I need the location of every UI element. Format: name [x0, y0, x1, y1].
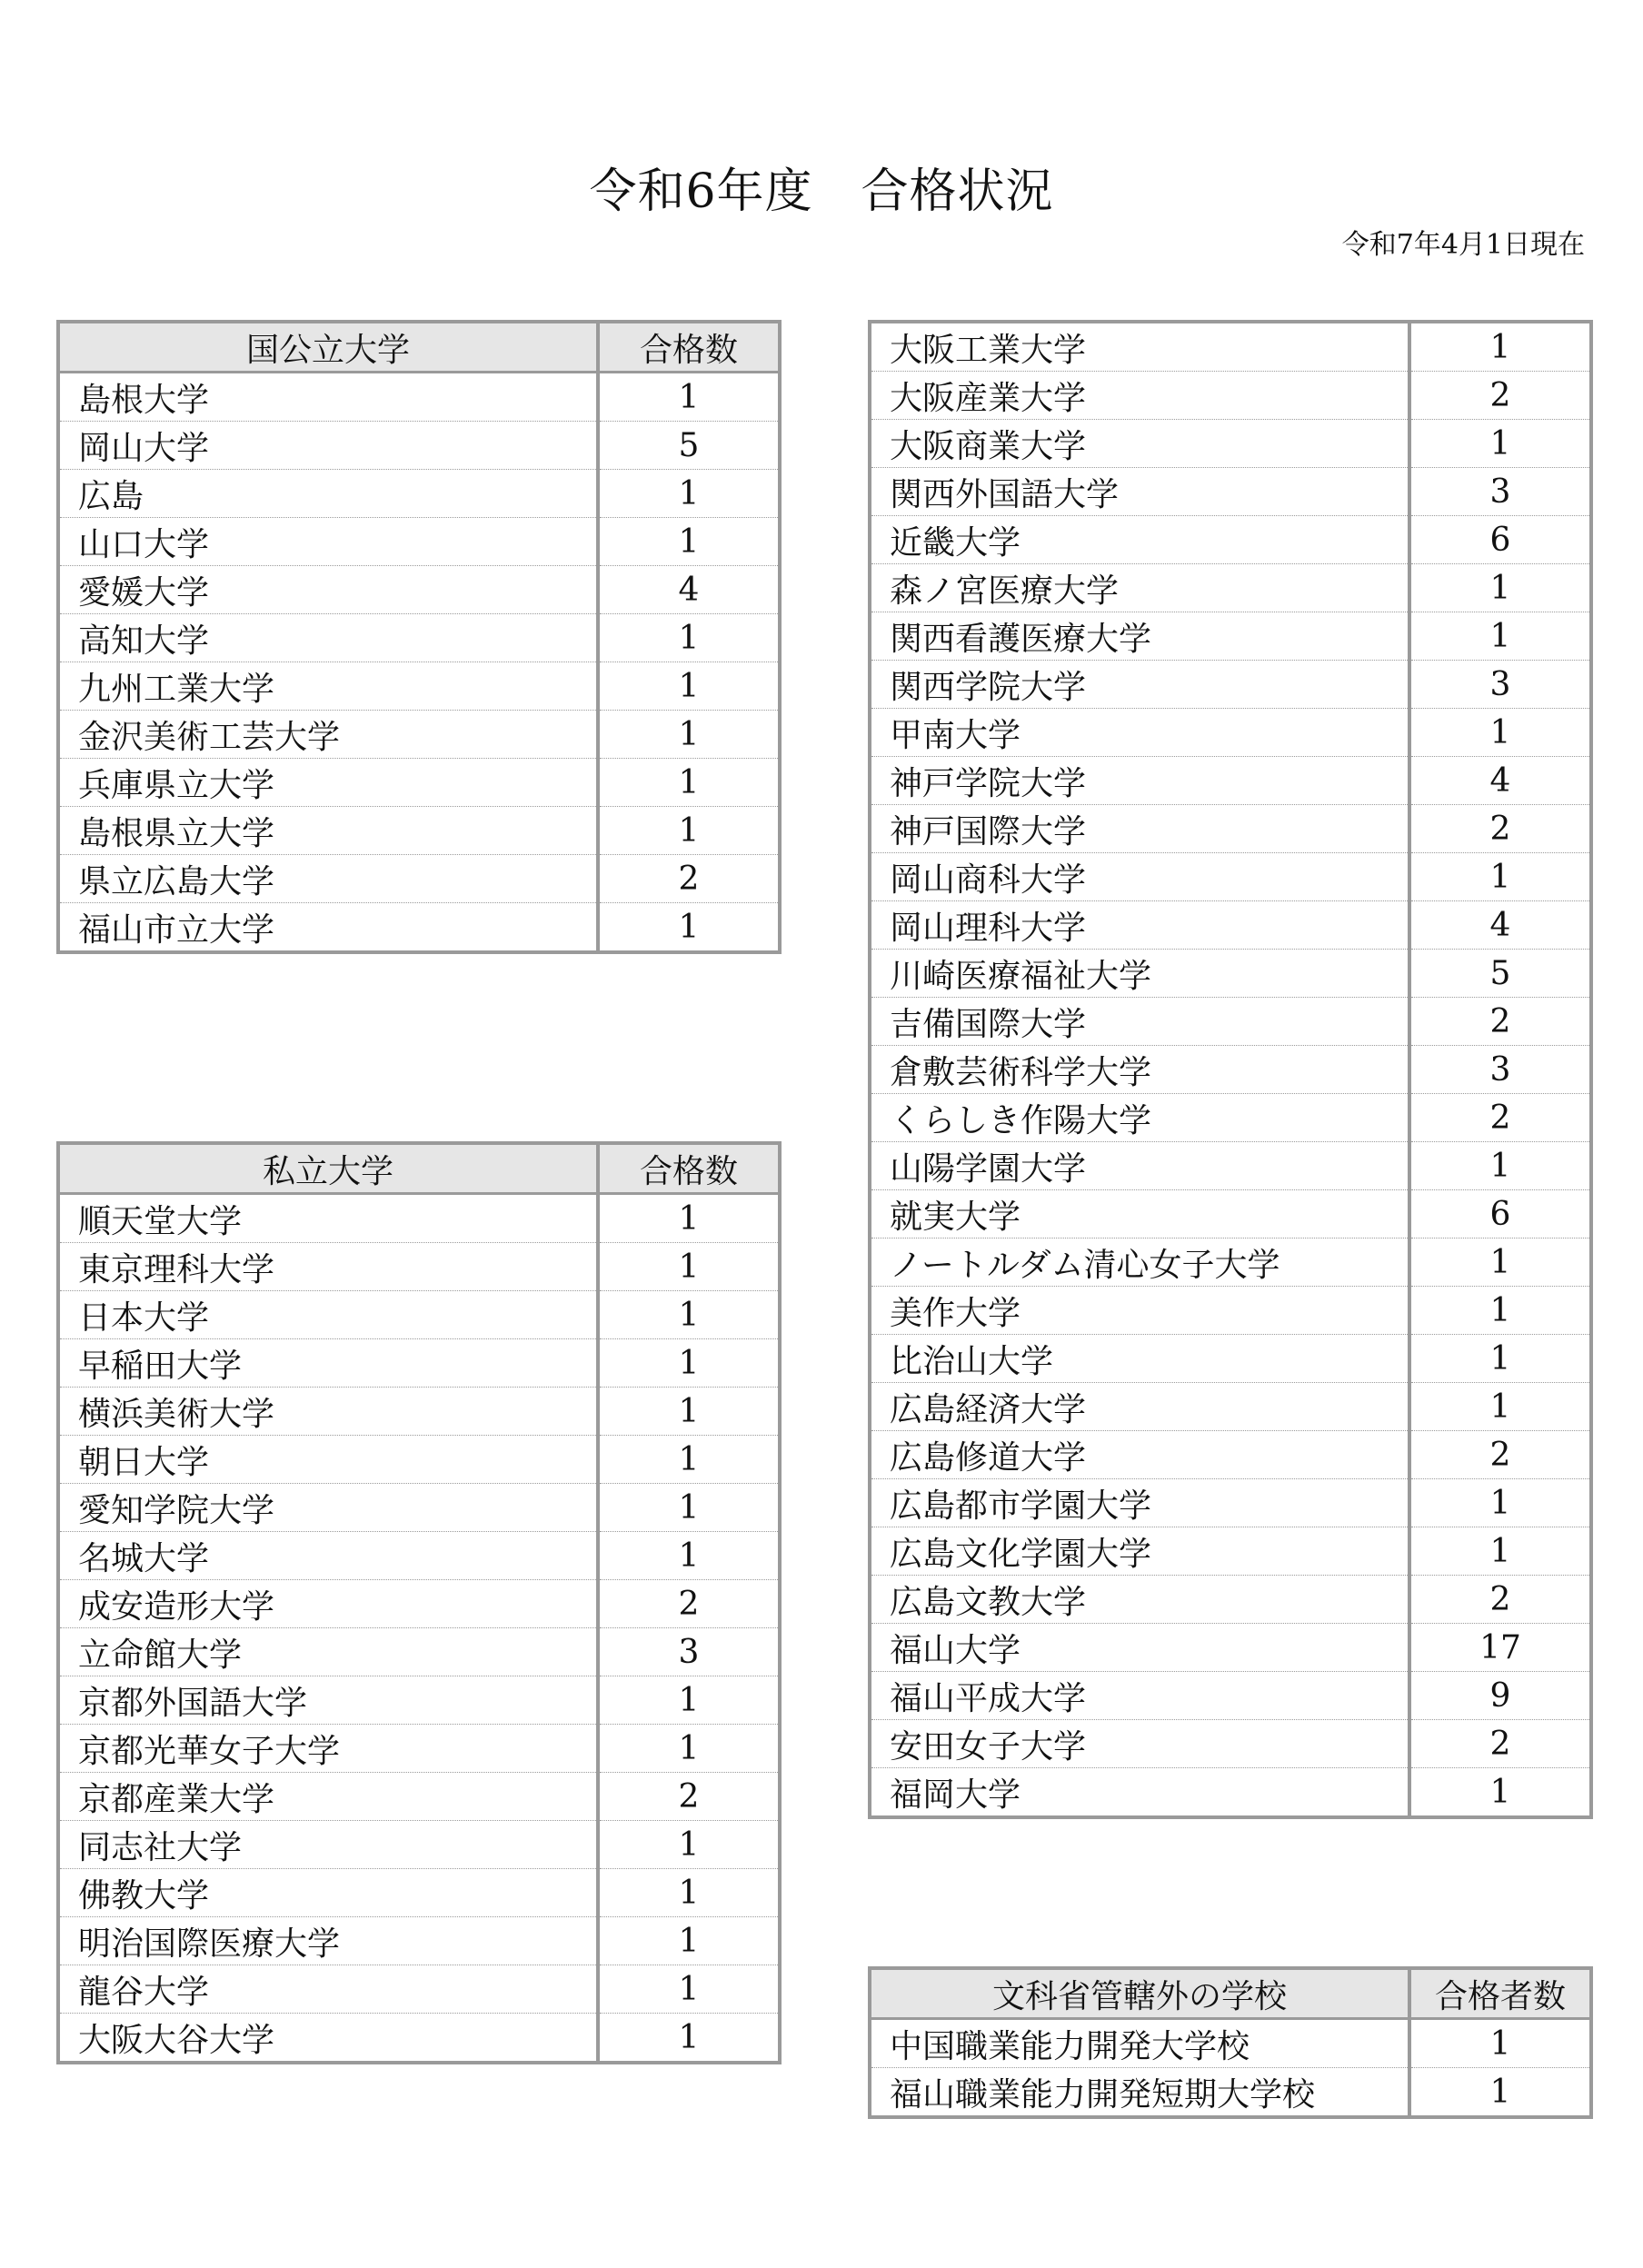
- table-row: [58, 1532, 780, 1580]
- table-row: [870, 1624, 1591, 1672]
- table-row: [870, 2019, 1591, 2068]
- table-row: [870, 1383, 1591, 1431]
- table-row: [870, 1479, 1591, 1527]
- university-name: 九州工業大学: [58, 662, 598, 711]
- university-name: 関西外国語大学: [870, 468, 1409, 516]
- pass-count: 1: [598, 1243, 780, 1291]
- column-header-university: 私立大学: [58, 1143, 598, 1194]
- pass-count: 1: [598, 662, 780, 711]
- table-row: [870, 420, 1591, 468]
- university-name: 大阪商業大学: [870, 420, 1409, 468]
- university-name: 山陽学園大学: [870, 1142, 1409, 1190]
- pass-count: 5: [1409, 950, 1591, 998]
- table-row: [58, 1339, 780, 1388]
- table-row: [870, 1238, 1591, 1287]
- table-row: [58, 470, 780, 518]
- table-row: [58, 903, 780, 953]
- table-row: [870, 2068, 1591, 2118]
- pass-count: 1: [1409, 1479, 1591, 1527]
- table-row: [870, 805, 1591, 853]
- university-name: 県立広島大学: [58, 855, 598, 903]
- university-name: 東京理科大学: [58, 1243, 598, 1291]
- table-row: [870, 661, 1591, 709]
- university-name: 明治国際医療大学: [58, 1917, 598, 1965]
- pass-count: 1: [598, 1917, 780, 1965]
- table-row: [58, 711, 780, 759]
- university-name: 兵庫県立大学: [58, 759, 598, 807]
- university-name: 同志社大学: [58, 1821, 598, 1869]
- university-name: 比治山大学: [870, 1335, 1409, 1383]
- university-name: 就実大学: [870, 1190, 1409, 1238]
- pass-count: 6: [1409, 1190, 1591, 1238]
- pass-count: 1: [1409, 420, 1591, 468]
- university-name: 広島文教大学: [870, 1576, 1409, 1624]
- university-name: 岡山大学: [58, 422, 598, 470]
- pass-count: 1: [598, 1676, 780, 1725]
- pass-count: 1: [1409, 2068, 1591, 2118]
- pass-count: 5: [598, 422, 780, 470]
- table-row: [58, 1917, 780, 1965]
- pass-count: 2: [1409, 1094, 1591, 1142]
- table-row: [58, 1628, 780, 1676]
- pass-count: 1: [598, 1725, 780, 1773]
- university-name: 佛教大学: [58, 1869, 598, 1917]
- table-row: [58, 1291, 780, 1339]
- table-header-row: [58, 322, 780, 373]
- table-row: [58, 1436, 780, 1484]
- university-name: 岡山商科大学: [870, 853, 1409, 901]
- pass-count: 3: [1409, 661, 1591, 709]
- pass-count: 1: [598, 1965, 780, 2014]
- university-name: 大阪大谷大学: [58, 2014, 598, 2064]
- table-row: [870, 468, 1591, 516]
- pass-count: 4: [598, 566, 780, 614]
- pass-count: 2: [1409, 372, 1591, 420]
- pass-count: 2: [1409, 1576, 1591, 1624]
- university-name: 岡山理科大学: [870, 901, 1409, 950]
- pass-count: 1: [598, 711, 780, 759]
- university-name: 朝日大学: [58, 1436, 598, 1484]
- university-name: 広島都市学園大学: [870, 1479, 1409, 1527]
- university-name: 京都外国語大学: [58, 1676, 598, 1725]
- pass-count: 1: [598, 1869, 780, 1917]
- pass-count: 1: [1409, 1768, 1591, 1818]
- pass-count: 3: [1409, 1046, 1591, 1094]
- table-row: [870, 1527, 1591, 1576]
- pass-count: 2: [598, 1773, 780, 1821]
- pass-count: 2: [1409, 998, 1591, 1046]
- university-name: 広島修道大学: [870, 1431, 1409, 1479]
- pass-count: 1: [1409, 1527, 1591, 1576]
- pass-count: 1: [598, 2014, 780, 2064]
- pass-count: 1: [598, 1339, 780, 1388]
- pass-count: 3: [1409, 468, 1591, 516]
- pass-count: 1: [1409, 853, 1591, 901]
- university-name: 福山市立大学: [58, 903, 598, 953]
- table-row: [58, 1821, 780, 1869]
- university-name: 広島経済大学: [870, 1383, 1409, 1431]
- university-name: 中国職業能力開発大学校: [870, 2019, 1409, 2068]
- pass-count: 1: [1409, 322, 1591, 372]
- table-row: [870, 1576, 1591, 1624]
- table-row: [870, 950, 1591, 998]
- table-header-row: [58, 1143, 780, 1194]
- non-mext-schools-table: [868, 1966, 1593, 2119]
- university-name: 関西看護医療大学: [870, 612, 1409, 661]
- pass-count: 4: [1409, 757, 1591, 805]
- table-row: [58, 1388, 780, 1436]
- university-name: 吉備国際大学: [870, 998, 1409, 1046]
- pass-count: 1: [1409, 709, 1591, 757]
- university-name: 横浜美術大学: [58, 1388, 598, 1436]
- private-universities-table: [56, 1141, 782, 2064]
- table-row: [58, 662, 780, 711]
- pass-count: 1: [598, 1291, 780, 1339]
- university-name: 福岡大学: [870, 1768, 1409, 1818]
- private-universities-continued-table: [868, 320, 1593, 1819]
- table-row: [870, 998, 1591, 1046]
- university-name: 日本大学: [58, 1291, 598, 1339]
- university-name: 森ノ宮医療大学: [870, 564, 1409, 612]
- university-name: 近畿大学: [870, 516, 1409, 564]
- table-row: [58, 855, 780, 903]
- university-name: 神戸国際大学: [870, 805, 1409, 853]
- table-row: [58, 373, 780, 422]
- table-row: [58, 1773, 780, 1821]
- pass-count: 1: [598, 1821, 780, 1869]
- table-row: [58, 1725, 780, 1773]
- pass-count: 1: [1409, 1335, 1591, 1383]
- pass-count: 6: [1409, 516, 1591, 564]
- pass-count: 9: [1409, 1672, 1591, 1720]
- university-name: 福山大学: [870, 1624, 1409, 1672]
- table-row: [870, 1335, 1591, 1383]
- pass-count: 2: [598, 1580, 780, 1628]
- pass-count: 1: [598, 1194, 780, 1243]
- pass-count: 1: [1409, 1287, 1591, 1335]
- table-row: [58, 566, 780, 614]
- pass-count: 3: [598, 1628, 780, 1676]
- university-name: 愛知学院大学: [58, 1484, 598, 1532]
- table-row: [870, 516, 1591, 564]
- university-name: 広島文化学園大学: [870, 1527, 1409, 1576]
- university-name: 美作大学: [870, 1287, 1409, 1335]
- university-name: 龍谷大学: [58, 1965, 598, 2014]
- pass-count: 1: [598, 1436, 780, 1484]
- university-name: 島根県立大学: [58, 807, 598, 855]
- table-row: [870, 322, 1591, 372]
- university-name: 名城大学: [58, 1532, 598, 1580]
- table-row: [58, 1676, 780, 1725]
- university-name: 島根大学: [58, 373, 598, 422]
- page-title: 令和6年度 合格状況: [589, 164, 1054, 219]
- pass-count: 1: [1409, 564, 1591, 612]
- university-name: 成安造形大学: [58, 1580, 598, 1628]
- university-name: 立命館大学: [58, 1628, 598, 1676]
- pass-count: 1: [1409, 1383, 1591, 1431]
- pass-count: 1: [598, 470, 780, 518]
- pass-count: 1: [1409, 2019, 1591, 2068]
- column-header-university: 国公立大学: [58, 322, 598, 373]
- pass-count: 1: [598, 518, 780, 566]
- pass-count: 2: [1409, 1720, 1591, 1768]
- table-row: [58, 759, 780, 807]
- university-name: くらしき作陽大学: [870, 1094, 1409, 1142]
- pass-count: 1: [598, 1532, 780, 1580]
- table-row: [58, 807, 780, 855]
- university-name: 福山平成大学: [870, 1672, 1409, 1720]
- table-row: [870, 372, 1591, 420]
- pass-count: 2: [1409, 1431, 1591, 1479]
- university-name: 神戸学院大学: [870, 757, 1409, 805]
- pass-count: 1: [598, 903, 780, 953]
- table-row: [870, 1046, 1591, 1094]
- table-row: [870, 901, 1591, 950]
- pass-count: 2: [598, 855, 780, 903]
- table-row: [870, 1672, 1591, 1720]
- university-name: 山口大学: [58, 518, 598, 566]
- university-name: 大阪工業大学: [870, 322, 1409, 372]
- table-row: [58, 1580, 780, 1628]
- table-row: [870, 1142, 1591, 1190]
- table-row: [870, 1431, 1591, 1479]
- university-name: 高知大学: [58, 614, 598, 662]
- pass-count: 1: [1409, 612, 1591, 661]
- table-row: [58, 422, 780, 470]
- table-row: [870, 1720, 1591, 1768]
- table-row: [870, 1190, 1591, 1238]
- column-header-count: 合格者数: [1409, 1968, 1591, 2019]
- university-name: 関西学院大学: [870, 661, 1409, 709]
- as-of-date: 令和7年4月1日現在: [1341, 229, 1585, 261]
- university-name: ノートルダム清心女子大学: [870, 1238, 1409, 1287]
- university-name: 金沢美術工芸大学: [58, 711, 598, 759]
- table-row: [870, 612, 1591, 661]
- table-row: [58, 1243, 780, 1291]
- pass-count: 1: [598, 759, 780, 807]
- table-row: [58, 614, 780, 662]
- university-name: 京都産業大学: [58, 1773, 598, 1821]
- pass-count: 1: [598, 614, 780, 662]
- table-row: [58, 1869, 780, 1917]
- table-row: [870, 564, 1591, 612]
- table-row: [58, 2014, 780, 2064]
- table-row: [870, 1287, 1591, 1335]
- column-header-count: 合格数: [598, 1143, 780, 1194]
- pass-count: 4: [1409, 901, 1591, 950]
- university-name: 愛媛大学: [58, 566, 598, 614]
- table-row: [870, 1094, 1591, 1142]
- national-universities-table: [56, 320, 782, 954]
- university-name: 大阪産業大学: [870, 372, 1409, 420]
- pass-count: 1: [598, 373, 780, 422]
- pass-count: 1: [598, 807, 780, 855]
- table-row: [870, 757, 1591, 805]
- university-name: 順天堂大学: [58, 1194, 598, 1243]
- pass-count: 2: [1409, 805, 1591, 853]
- table-header-row: [870, 1968, 1591, 2019]
- pass-count: 1: [598, 1484, 780, 1532]
- table-row: [58, 1965, 780, 2014]
- university-name: 甲南大学: [870, 709, 1409, 757]
- university-name: 早稲田大学: [58, 1339, 598, 1388]
- university-name: 福山職業能力開発短期大学校: [870, 2068, 1409, 2118]
- pass-count: 1: [1409, 1142, 1591, 1190]
- university-name: 京都光華女子大学: [58, 1725, 598, 1773]
- university-name: 川崎医療福祉大学: [870, 950, 1409, 998]
- pass-count: 17: [1409, 1624, 1591, 1672]
- table-row: [870, 709, 1591, 757]
- table-row: [870, 1768, 1591, 1818]
- table-row: [58, 1194, 780, 1243]
- university-name: 広島: [58, 470, 598, 518]
- table-row: [58, 1484, 780, 1532]
- university-name: 倉敷芸術科学大学: [870, 1046, 1409, 1094]
- university-name: 安田女子大学: [870, 1720, 1409, 1768]
- column-header-school: 文科省管轄外の学校: [870, 1968, 1409, 2019]
- pass-count: 1: [598, 1388, 780, 1436]
- table-row: [58, 518, 780, 566]
- pass-count: 1: [1409, 1238, 1591, 1287]
- column-header-count: 合格数: [598, 322, 780, 373]
- table-row: [870, 853, 1591, 901]
